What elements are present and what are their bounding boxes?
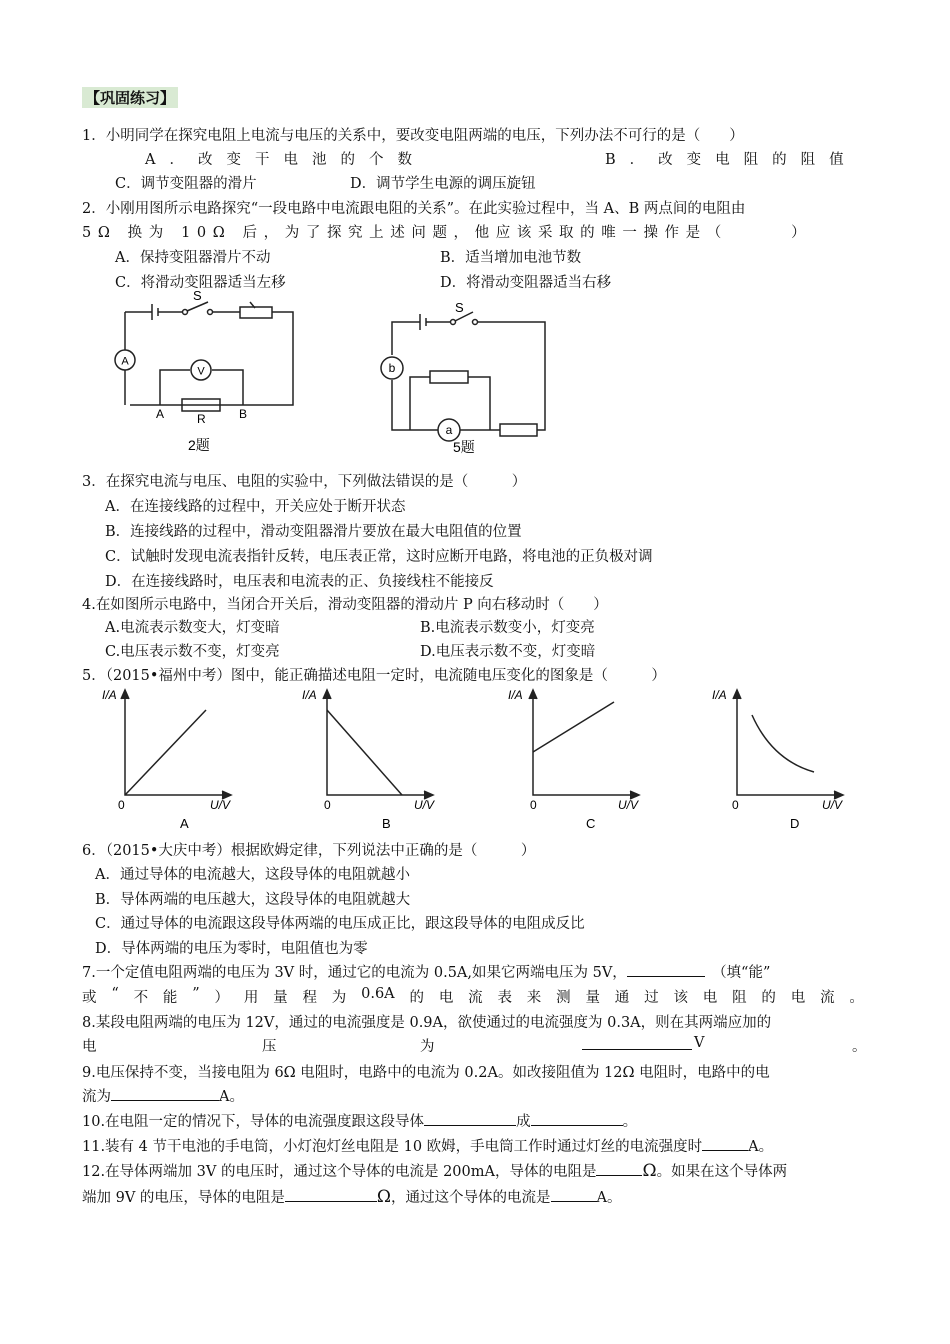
section-title: 【巩固练习】 [82,87,178,108]
q12-ohm-1: Ω [642,1161,657,1181]
graph-b-xlabel: U/V [414,798,435,812]
q7-line1 [82,961,770,982]
q7-line2-word: 的 [409,990,424,1006]
q1-stem: 1．小明同学在探究电阻上电流与电压的关系中，要改变电阻两端的电压，下列办法不可行的是（ ） [82,128,744,144]
q7-line2-word: ） [214,990,229,1006]
q2-option-c: C．将滑动变阻器适当左移 [115,275,286,291]
graph-d-origin: 0 [732,798,739,812]
graph-c-label: C [586,816,596,831]
figure-caption-5: 5题 [453,439,475,455]
q7-line2-word: 过 [644,990,659,1006]
figure-caption-2: 2题 [188,437,210,453]
graph-d-ylabel: I/A [712,688,727,702]
q9-text-b: A。 [219,1089,244,1105]
q7-line2-word: 流 [820,990,835,1006]
q10-blank-1[interactable] [424,1111,516,1126]
graph-d-xlabel: U/V [822,798,843,812]
q9-blank[interactable] [111,1086,219,1101]
graph-c-xlabel: U/V [618,798,639,812]
q3-option-a: A．在连接线路的过程中，开关应处于断开状态 [105,499,406,515]
q11-blank[interactable] [702,1136,748,1151]
q6-option-a: A．通过导体的电流越大，这段导体的电阻就越小 [95,867,410,883]
graph-a-label: A [180,816,189,831]
q7-line2-word: 该 [673,990,688,1006]
q10-text-c: 。 [622,1114,638,1130]
q4-option-a: A.电流表示数变大，灯变暗 [105,620,280,636]
q1-option-d: D．调节学生电源的调压旋钮 [350,176,536,192]
q7-line2-word: 测 [556,990,571,1006]
q6-option-d: D．导体两端的电压为零时，电阻值也为零 [95,941,368,957]
q7-text-a: 7.一个定值电阻两端的电压为 3V 时，通过它的电流为 0.5A,如果它两端电压为 5V， [82,965,627,981]
q7-line2-word: 用 [243,990,259,1006]
point-a-label: A [156,407,165,421]
q8-end: 。 [852,1039,867,1055]
q7-line2-word: 来 [526,990,542,1006]
q8-word-1: 电 [82,1039,97,1055]
graph-a [100,685,250,835]
graph-b-origin: 0 [324,798,331,812]
q7-line2-word: 不 [133,990,149,1006]
q8-line2 [82,1035,867,1055]
q2-stem-line1: 2．小刚用图所示电路探究“一段电路中电流跟电阻的关系”。在此实验过程中，当 A、B 两点间的电阻由 [82,201,746,217]
q11-line [82,1135,773,1156]
graph-c-ylabel: I/A [508,688,523,702]
q8-word-2: 压 [262,1039,277,1055]
q8-word-3: 为 [420,1039,435,1055]
q4-stem: 4.在如图所示电路中，当闭合开关后，滑动变阻器的滑动片 P 向右移动时（ ） [82,597,608,613]
q7-line2 [82,986,864,1007]
q4-option-b: B.电流表示数变小，灯变亮 [420,620,595,636]
q2-option-a: A．保持变阻器滑片不动 [115,250,271,266]
q7-line2-word: 电 [702,990,718,1006]
q7-text-b: （填“能” [719,965,771,981]
q2-option-d: D．将滑动变阻器适当右移 [440,275,612,291]
graph-d [712,685,862,835]
q7-line2-word: ” [192,986,200,1002]
q8-line1: 8.某段电阻两端的电压为 12V，通过的电流强度是 0.9A，欲使通过的电流强度为 0.3A，则在其两端应加的 [82,1015,772,1031]
q3-stem: 3．在探究电流与电压、电阻的实验中，下列做法错误的是（ ） [82,474,527,490]
q9-line2 [82,1085,244,1106]
q7-line2-word: 电 [438,990,454,1006]
q1-option-a: A．改变干电池的个数 [145,152,426,168]
q7-line2-word: 阻 [732,990,747,1006]
q6-stem: 6．（2015•大庆中考）根据欧姆定律，下列说法中正确的是（ ） [82,843,536,859]
q10-line [82,1110,637,1131]
q12-ohm-2: Ω [376,1187,392,1207]
q8-unit: V [694,1035,705,1051]
q7-line2-word: 程 [302,990,317,1006]
switch-label-2: S [455,300,464,315]
q7-line2-word: 量 [585,990,600,1006]
circuit-diagram-q2 [100,290,310,460]
graph-c [508,685,658,835]
q7-line2-word: 或 [82,990,97,1006]
q10-blank-2[interactable] [531,1111,623,1126]
q7-line2-word: 通 [614,990,630,1006]
q2-stem-line2: 5Ω 换为 10Ω 后，为了探究上述问题，他应该采取的唯一操作是（ ） [82,225,813,241]
q12-blank-3[interactable] [551,1187,597,1202]
q12-text-a: 12.在导体两端加 3V 的电压时，通过这个导体的电流是 200mA，导体的电阻是 [82,1164,597,1180]
q7-line2-word: 流 [468,990,483,1006]
q2-option-b: B．适当增加电池节数 [440,250,582,266]
q7-line2-word: 表 [497,990,512,1006]
point-b-label: B [239,407,248,421]
q7-line2-word: 0.6A [361,986,395,1002]
q6-option-c: C．通过导体的电流跟这段导体两端的电压成正比，跟这段导体的电阻成反比 [95,916,585,932]
q8-blank[interactable] [582,1035,692,1050]
q3-option-d: D．在连接线路时，电压表和电流表的正、负接线柱不能接反 [105,574,494,590]
q6-option-b: B．导体两端的电压越大，这段导体的电阻就越大 [95,892,411,908]
q12-text-d: 端加 9V 的电压，导体的电阻是 [82,1190,285,1206]
q7-line2-word: “ [111,986,119,1002]
meter-b-label: b [388,361,396,375]
q12-text-g: A。 [596,1190,622,1206]
q4-option-c: C.电压表示数不变，灯变亮 [105,644,280,660]
q12-blank-2[interactable] [285,1187,377,1202]
q7-line2-word: 量 [273,990,288,1006]
circuit-diagram-q5 [365,300,565,460]
q1-option-b: B．改变电阻的阻值 [605,152,858,168]
resistor-label: R [197,412,206,426]
q12-blank-1[interactable] [596,1161,642,1176]
q7-line2-word: 能 [162,990,178,1006]
q12-line1 [82,1160,787,1181]
graph-a-origin: 0 [118,798,125,812]
graph-a-xlabel: U/V [210,798,231,812]
q10-text-b: 成 [516,1114,531,1130]
q12-line2 [82,1186,622,1207]
q12-text-f: ，通过这个导体的电流是 [391,1190,551,1206]
graph-b [302,685,452,835]
q4-option-d: D.电压表示数不变，灯变暗 [420,644,596,660]
q10-text-a: 10.在电阻一定的情况下，导体的电流强度跟这段导体 [82,1114,425,1130]
q7-line2-word: 为 [331,990,347,1006]
graph-b-ylabel: I/A [302,688,317,702]
switch-label: S [193,290,202,303]
graph-a-ylabel: I/A [102,688,117,702]
graph-d-label: D [790,816,800,831]
meter-a-label: a [445,423,453,437]
q11-text-b: A。 [748,1139,774,1155]
q7-line2-word: 。 [849,990,864,1006]
q7-blank[interactable] [627,962,705,977]
q11-text-a: 11.装有 4 节干电池的手电筒，小灯泡灯丝电阻是 10 欧姆，手电筒工作时通过灯丝的电流强度时 [82,1139,703,1155]
q3-option-c: C．试触时发现电流表指针反转，电压表正常，这时应断开电路，将电池的正负极对调 [105,549,653,565]
q3-option-b: B．连接线路的过程中，滑动变阻器滑片要放在最大电阻值的位置 [105,524,522,540]
q9-line1: 9.电压保持不变，当接电阻为 6Ω 电阻时，电路中的电流为 0.2A。如改接阻值为 12Ω 电阻时，电路中的电 [82,1065,770,1081]
q9-text-a: 流为 [82,1089,111,1105]
q7-line2-word: 电 [790,990,806,1006]
ammeter-label: A [121,355,129,368]
q7-line2-word: 的 [761,990,776,1006]
q1-option-c: C．调节变阻器的滑片 [115,176,257,192]
voltmeter-label: V [197,365,205,378]
q5-stem: 5．（2015•福州中考）图中，能正确描述电阻一定时，电流随电压变化的图象是（ ） [82,668,666,684]
q12-text-c: 。如果在这个导体两 [656,1164,788,1180]
graph-b-label: B [382,816,391,831]
graph-c-origin: 0 [530,798,537,812]
